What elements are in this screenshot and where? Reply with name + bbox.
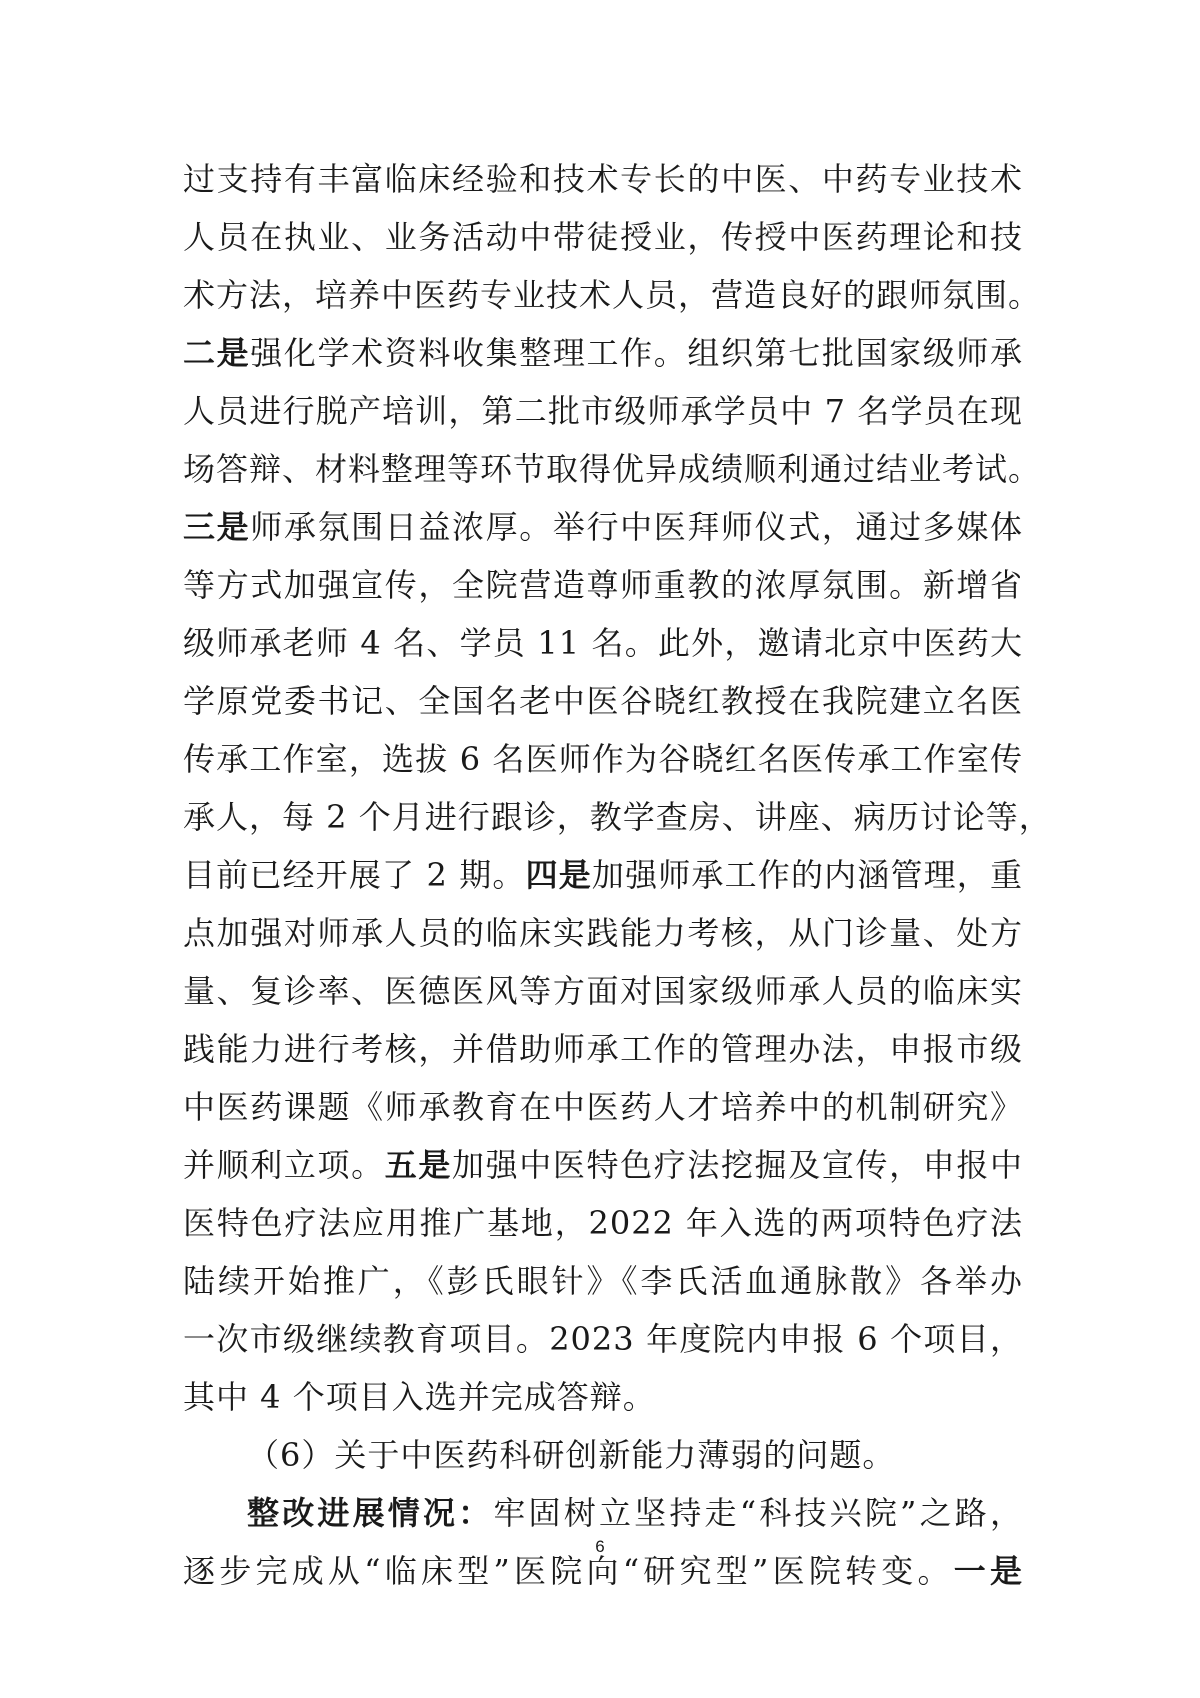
text-segment: 加强师承工作的内涵管理，重 [591, 856, 1023, 894]
page-number: 6 [595, 1537, 605, 1556]
text-line [183, 672, 1023, 730]
text-segment: 其中 4 个项目入选并完成答辩。 [183, 1378, 656, 1416]
bold-text-segment: 三是 [183, 508, 251, 546]
text-line [183, 324, 1023, 382]
bold-text-segment: 二是 [183, 334, 251, 372]
text-segment: 传承工作室，选拔 6 名医师作为谷晓红名医传承工作室传 [183, 740, 1023, 778]
text-segment: 中医药课题《师承教育在中医药人才培养中的机制研究》 [183, 1088, 1023, 1126]
text-line [183, 440, 1042, 498]
text-line [183, 1310, 1023, 1368]
text-line [183, 382, 1023, 440]
text-segment: 陆续开始推广，《彭氏眼针》《李氏活血通脉散》各举办 [183, 1262, 1023, 1300]
text-segment: 过支持有丰富临床经验和技术专长的中医、中药专业技术 [183, 160, 1023, 198]
text-line [183, 1194, 1023, 1252]
bold-text-segment: 整改进展情况： [247, 1494, 494, 1532]
bold-text-segment: 四是 [525, 856, 592, 894]
text-segment: 等方式加强宣传，全院营造尊师重教的浓厚氛围。新增省 [183, 566, 1023, 604]
text-segment: 场答辩、材料整理等环节取得优异成绩顺利通过结业考试。 [183, 450, 1042, 488]
text-line [183, 1252, 1023, 1310]
text-segment: 学原党委书记、全国名老中医谷晓红教授在我院建立名医 [183, 682, 1023, 720]
text-line [183, 904, 1023, 962]
text-segment: 点加强对师承人员的临床实践能力考核，从门诊量、处方 [183, 914, 1023, 952]
text-segment: 师承氛围日益浓厚。举行中医拜师仪式，通过多媒体 [250, 508, 1023, 546]
bold-text-segment: 五是 [384, 1146, 452, 1184]
text-segment: 承人，每 2 个月进行跟诊，教学查房、讲座、病历讨论等， [183, 798, 1052, 836]
text-line [183, 614, 1023, 672]
text-line [183, 266, 1042, 324]
text-line [183, 556, 1023, 614]
text-line [183, 962, 1023, 1020]
text-segment: 践能力进行考核，并借助师承工作的管理办法，申报市级 [183, 1030, 1023, 1068]
text-line [183, 1484, 1023, 1542]
text-line [183, 730, 1023, 788]
text-line [183, 1136, 1023, 1194]
text-segment: 并顺利立项。 [183, 1146, 385, 1184]
text-line [183, 1020, 1023, 1078]
text-line [183, 846, 1023, 904]
text-segment: 级师承老师 4 名、学员 11 名。此外，邀请北京中医药大 [183, 624, 1023, 662]
text-segment: 人员进行脱产培训，第二批市级师承学员中 7 名学员在现 [183, 392, 1023, 430]
text-segment: 加强中医特色疗法挖掘及宣传，申报中 [452, 1146, 1023, 1184]
text-segment: （6）关于中医药科研创新能力薄弱的问题。 [247, 1436, 896, 1474]
text-segment: 一次市级继续教育项目。2023 年度院内申报 6 个项目， [183, 1320, 1023, 1358]
text-segment: 牢固树立坚持走“科技兴院”之路， [493, 1494, 1023, 1532]
text-segment: 目前已经开展了 2 期。 [183, 856, 526, 894]
bold-text-segment: 一是 [953, 1552, 1023, 1590]
text-line [183, 498, 1023, 556]
text-segment: 人员在执业、业务活动中带徒授业，传授中医药理论和技 [183, 218, 1023, 256]
text-segment: 术方法，培养中医药专业技术人员，营造良好的跟师氛围。 [183, 276, 1042, 314]
text-segment: 量、复诊率、医德医风等方面对国家级师承人员的临床实 [183, 972, 1023, 1010]
text-line [183, 150, 1023, 208]
text-segment: 医特色疗法应用推广基地，2022 年入选的两项特色疗法 [183, 1204, 1023, 1242]
text-line [183, 1368, 1023, 1426]
body-text [183, 150, 1052, 1600]
text-line [183, 788, 1052, 846]
text-line [183, 1426, 1023, 1484]
text-line [183, 208, 1023, 266]
text-line [183, 1078, 1023, 1136]
text-segment: 逐步完成从“临床型”医院向“研究型”医院转变。 [183, 1552, 954, 1590]
text-segment: 强化学术资料收集整理工作。组织第七批国家级师承 [250, 334, 1023, 372]
